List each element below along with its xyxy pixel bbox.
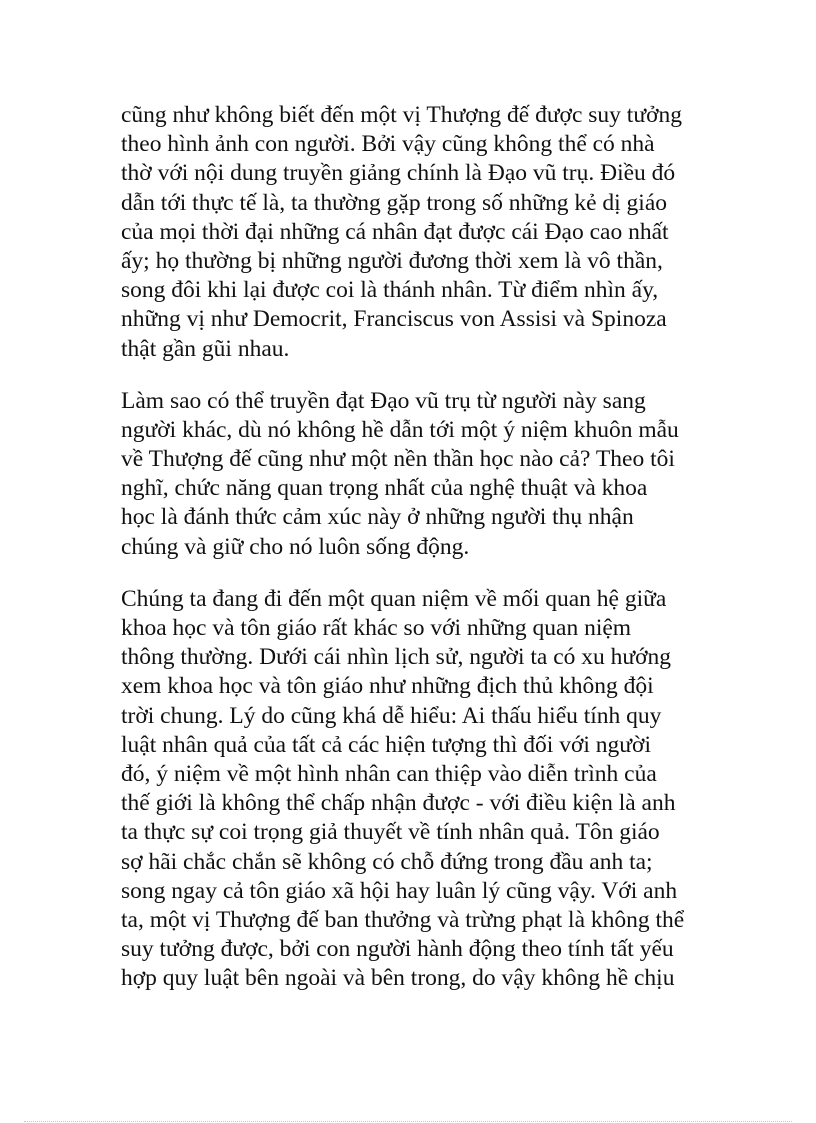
text-line: Chúng ta đang đi đến một quan niệm về mối quan hệ giữa	[121, 585, 667, 612]
text-line: xem khoa học và tôn giáo như những địch thủ không đội	[121, 673, 654, 700]
text-line: học là đánh thức cảm xúc này ở những người thụ nhận	[121, 504, 634, 531]
text-line: thật gần gũi nhau.	[121, 335, 290, 362]
text-line: dẫn tới thực tế là, ta thường gặp trong số những kẻ dị giáo	[121, 189, 668, 216]
text-line: sợ hãi chắc chắn sẽ không có chỗ đứng trong đầu anh ta;	[121, 848, 653, 875]
text-line: chúng và giữ cho nó luôn sống động.	[121, 533, 470, 560]
text-line: ta thực sự coi trọng giả thuyết về tính nhân quả. Tôn giáo	[121, 819, 660, 846]
text-line: theo hình ảnh con người. Bởi vậy cũng không thể có nhà	[121, 131, 655, 158]
text-line: suy tưởng được, bởi con người hành động theo tính tất yếu	[121, 936, 674, 963]
text-line: đó, ý niệm về một hình nhân can thiệp vào diễn trình của	[121, 760, 657, 787]
text-line: Làm sao có thể truyền đạt Đạo vũ trụ từ người này sang	[121, 387, 646, 414]
text-line: nghĩ, chức năng quan trọng nhất của nghệ thuật và khoa	[121, 475, 648, 502]
paragraph-spacer	[121, 562, 721, 585]
text-line: của mọi thời đại những cá nhân đạt được cái Đạo cao nhất	[121, 218, 669, 245]
text-line: thông thường. Dưới cái nhìn lịch sử, người ta có xu hướng	[121, 644, 672, 671]
text-line: khoa học và tôn giáo rất khác so với những quan niệm	[121, 615, 632, 641]
text-line: cũng như không biết đến một vị Thượng đế được suy tưởng	[121, 102, 683, 128]
text-line: luật nhân quả của tất cả các hiện tượng thì đối với người	[121, 731, 651, 758]
paragraph-2	[121, 387, 721, 562]
text-line: hợp quy luật bên ngoài và bên trong, do vậy không hề chịu	[121, 965, 675, 992]
text-line: song ngay cả tôn giáo xã hội hay luân lý cũng vậy. Với anh	[121, 877, 678, 904]
paragraph-spacer	[121, 364, 721, 387]
paragraph-3	[121, 585, 721, 994]
text-line: người khác, dù nó không hề dẫn tới một ý niệm khuôn mẫu	[121, 416, 679, 443]
paragraph-1	[121, 101, 721, 364]
text-line: ấy; họ thường bị những người đương thời xem là vô thần,	[121, 247, 663, 274]
text-line: song đôi khi lại được coi là thánh nhân. Từ điểm nhìn ấy,	[121, 277, 659, 304]
text-line: về Thượng đế cũng như một nền thần học nào cả? Theo tôi	[121, 446, 675, 473]
text-line: ta, một vị Thượng đế ban thưởng và trừng phạt là không thể	[121, 906, 685, 933]
page-bottom-divider	[24, 1121, 792, 1122]
text-line: thờ với nội dung truyền giảng chính là Đạo vũ trụ. Điều đó	[121, 160, 676, 187]
text-line: thế giới là không thể chấp nhận được - với điều kiện là anh	[121, 790, 676, 817]
text-line: những vị như Democrit, Franciscus von Assisi và Spinoza	[121, 306, 667, 333]
body-text	[121, 101, 721, 993]
text-line: trời chung. Lý do cũng khá dễ hiểu: Ai thấu hiểu tính quy	[121, 702, 662, 729]
